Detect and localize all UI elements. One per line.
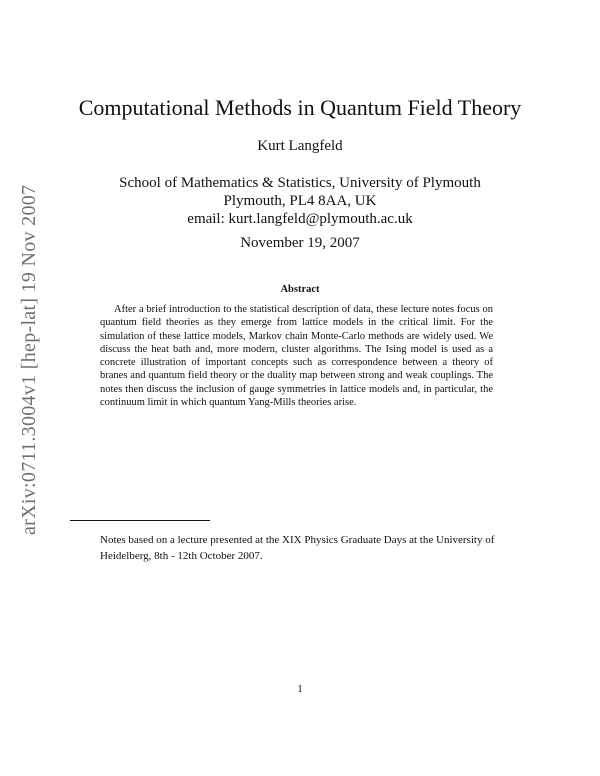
footnote-text: Notes based on a lecture presented at the XIX Physics Graduate Days at the University of Heidelberg, 8th - 12th October 2007. bbox=[100, 534, 495, 562]
affiliation-address: Plymouth, PL4 8AA, UK bbox=[223, 193, 377, 209]
footnote-divider bbox=[70, 520, 210, 521]
arxiv-identifier: arXiv:0711.3004v1 [hep-lat] 19 Nov 2007 bbox=[18, 184, 40, 535]
affiliation-block bbox=[0, 174, 600, 228]
page-number: 1 bbox=[297, 683, 303, 695]
abstract-body: After a brief introduction to the statistical description of data, these lecture notes focus on quantum field theories as they emerge from lattice models in the critical limit. For the simulation of these lattice models, Markov chain Monte-Carlo methods are widely used. We discuss the heat bath and, more modern, cluster algorithms. The Ising model is used as a concrete illustration of important concepts such as correspondence between a theory of branes and quantum field theory or the duality map between strong and weak couplings. The notes then discuss the inclusion of gauge symmetries in lattice models and, in particular, the continuum limit in which quantum Yang-Mills theories arise. bbox=[100, 304, 493, 409]
affiliation-institution: School of Mathematics & Statistics, University of Plymouth bbox=[119, 175, 481, 191]
paper-title: Computational Methods in Quantum Field Theory bbox=[78, 95, 522, 120]
author-name: Kurt Langfeld bbox=[257, 138, 343, 154]
paper-date: November 19, 2007 bbox=[240, 235, 360, 251]
author-email: email: kurt.langfeld@plymouth.ac.uk bbox=[187, 211, 413, 227]
abstract-heading: Abstract bbox=[280, 284, 320, 295]
